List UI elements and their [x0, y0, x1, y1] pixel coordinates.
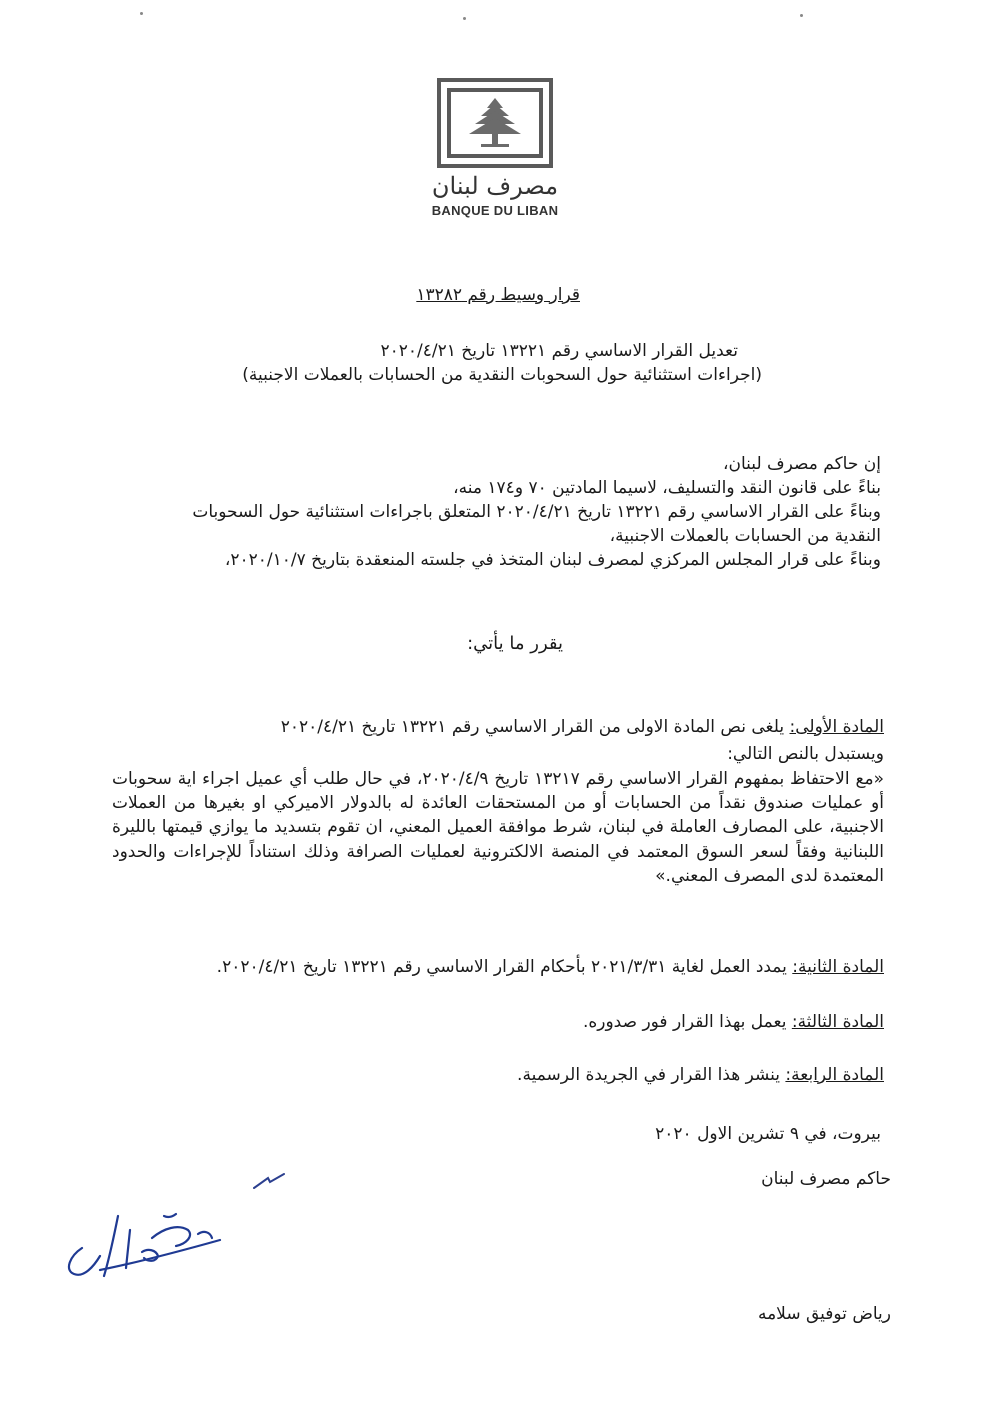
scan-speck: [140, 12, 143, 15]
article-third-name: المادة الثالثة:: [791, 1012, 884, 1032]
scan-speck: [463, 17, 466, 20]
article-first-name: المادة الأولى:: [789, 717, 884, 737]
preamble-line: وبناءً على القرار الاساسي رقم ١٣٢٢١ تاريخ ٢٠٢٠/٤/٢١ المتعلق باجراءات استثنائية حول السحوبات: [192, 502, 881, 522]
decision-subtitle-line1: تعديل القرار الاساسي رقم ١٣٢٢١ تاريخ ٢٠٢٠/٤/٢١: [380, 341, 738, 361]
article-third: [583, 1010, 884, 1034]
handwritten-signature-icon: [60, 1208, 230, 1283]
article-second: [217, 955, 884, 979]
place-date: بيروت، في ٩ تشرين الاول ٢٠٢٠: [655, 1124, 881, 1144]
decision-title: قرار وسيط رقم ١٣٢٨٢: [416, 285, 580, 305]
article-second-text: يمدد العمل لغاية ٢٠٢١/٣/٣١ بأحكام القرار الاساسي رقم ١٣٢٢١ تاريخ ٢٠٢٠/٤/٢١.: [216, 957, 793, 977]
pen-tick-icon: [248, 1170, 290, 1194]
article-fourth-text: ينشر هذا القرار في الجريدة الرسمية.: [517, 1065, 786, 1085]
cedar-tree-icon: [437, 78, 553, 168]
article-first-body: «مع الاحتفاظ بمفهوم القرار الاساسي رقم ١٣٢١٧ تاريخ ٢٠٢٠/٤/٩، في حال طلب أي عميل اجراء اية سحوبات أو عمليات صندوق نقداً من الحسابات أو من المستحقات العائدة له بالدولار الاميركي او بغيرها من العملات الاجنبية، على المصارف العاملة في لبنان، شرط موافقة العميل المعني، ان تقوم بتسديد ما يوازي قيمتها بالليرة اللبنانية وفقاً لسعر السوق المعتمد في المنصة الالكترونية لعمليات الصرافة وذلك استناداً للإجراءات والحدود المعتمدة لدى المصرف المعني.»: [112, 769, 884, 886]
preamble-line: وبناءً على قرار المجلس المركزي لمصرف لبنان المتخذ في جلسته المنعقدة بتاريخ ٢٠٢٠/١٠/٧،: [224, 550, 881, 570]
governor-name: رياض توفيق سلامه: [757, 1304, 891, 1324]
article-fourth: [517, 1063, 884, 1087]
article-first-intro: [112, 715, 884, 739]
article-first-intro-text: يلغى نص المادة الاولى من القرار الاساسي رقم ١٣٢٢١ تاريخ ٢٠٢٠/٤/٢١: [280, 717, 790, 737]
preamble-line: بناءً على قانون النقد والتسليف، لاسيما المادتين ٧٠ و١٧٤ منه،: [453, 478, 881, 498]
bank-name-french: BANQUE DU LIBAN: [431, 203, 559, 218]
governor-title: حاكم مصرف لبنان: [761, 1169, 891, 1189]
article-first-intro2: ويستبدل بالنص التالي:: [727, 744, 884, 764]
bank-name-arabic: مصرف لبنان: [431, 172, 559, 200]
scan-speck: [800, 14, 803, 17]
preamble-line: النقدية من الحسابات بالعملات الاجنبية،: [609, 526, 881, 546]
article-third-text: يعمل بهذا القرار فور صدوره.: [582, 1012, 792, 1032]
preamble-line: إن حاكم مصرف لبنان،: [723, 454, 881, 474]
decision-subtitle-line2: (اجراءات استثنائية حول السحوبات النقدية من الحسابات بالعملات الاجنبية): [242, 365, 762, 385]
decides-heading: يقرر ما يأتي:: [467, 633, 563, 654]
article-second-name: المادة الثانية:: [792, 957, 884, 977]
article-fourth-name: المادة الرابعة:: [785, 1065, 884, 1085]
